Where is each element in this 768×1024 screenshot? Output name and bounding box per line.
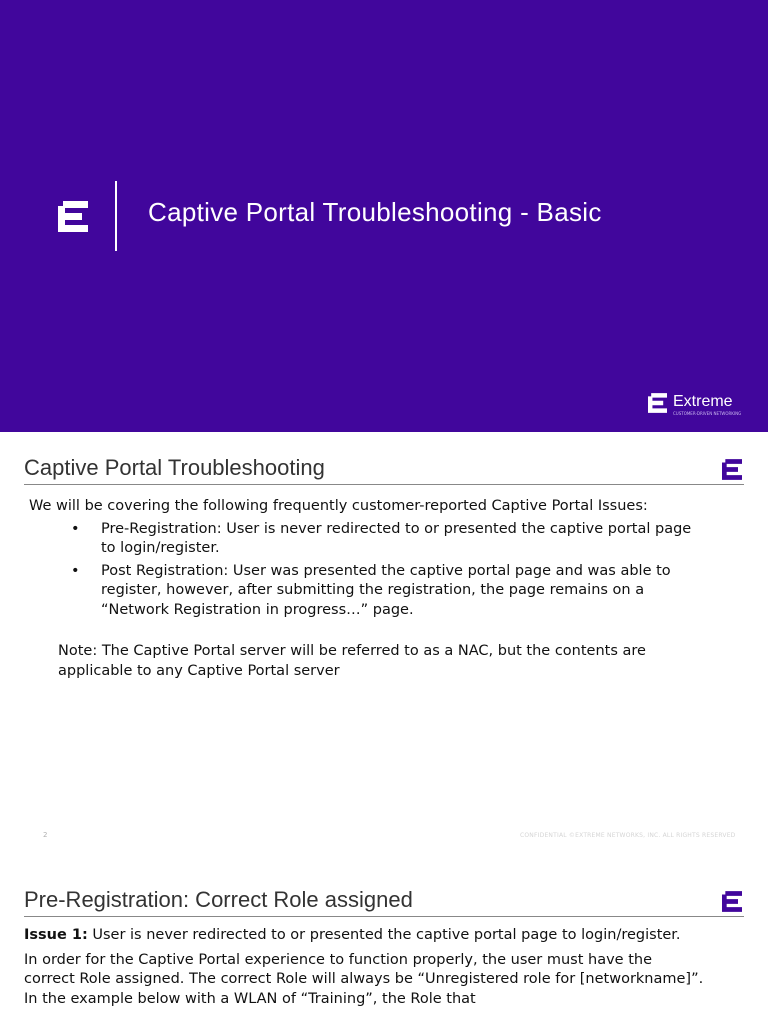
issue-paragraph xyxy=(24,926,704,946)
intro-text: We will be covering the following frequently customer-reported Captive Portal Issues: xyxy=(29,498,648,514)
slide-title: Captive Portal Troubleshooting - Basic xyxy=(148,197,602,227)
slide-heading: Pre-Registration: Correct Role assigned xyxy=(24,887,413,912)
list-item-text: Pre-Registration: User is never redirected to or presented the captive portal page to login/register. xyxy=(101,520,692,556)
footer-text: ©EXTREME NETWORKS, INC. ALL RIGHTS RESERVED xyxy=(568,832,736,839)
pre-registration-slide xyxy=(0,864,768,1024)
bullet: • xyxy=(71,520,80,537)
extreme-logo-icon xyxy=(722,891,742,912)
heading-rule xyxy=(24,484,744,485)
issue-text: User is never redirected to or presented the captive portal page to login/register. xyxy=(87,927,681,943)
list-item xyxy=(71,520,709,559)
slide-body xyxy=(24,926,704,1014)
slide-body xyxy=(29,497,709,681)
role-paragraph: In order for the Captive Portal experience to function properly, the user must have the correct Role assigned. The correct Role will always be “Unregistered role for [networkname]”. In the example below with a WLAN of “Training”, the Role that xyxy=(24,951,704,1007)
page-number: 2 xyxy=(43,831,48,839)
issue-label: Issue 1: xyxy=(24,927,88,943)
list-item xyxy=(71,562,709,621)
note-text: Note: The Captive Portal server will be referred to as a NAC, but the contents are applicable to any Captive Portal server xyxy=(58,643,646,679)
slide-heading: Captive Portal Troubleshooting xyxy=(24,455,325,480)
title-slide xyxy=(0,0,768,432)
heading-rule xyxy=(24,916,744,917)
extreme-logo-icon xyxy=(58,201,88,232)
brand-tagline: CUSTOMER-DRIVEN NETWORKING xyxy=(673,411,742,416)
title-divider xyxy=(115,181,117,251)
list-item-text: Post Registration: User was presented the captive portal page and was able to register, however, after submitting the registration, the page remains on a “Network Registration in progress…” page. xyxy=(101,562,671,618)
extreme-logo-icon xyxy=(648,393,667,413)
footer xyxy=(520,832,736,839)
brand-lockup xyxy=(648,392,742,416)
brand-name: Extreme xyxy=(673,393,733,410)
bullet: • xyxy=(71,562,80,579)
issue-list xyxy=(29,520,709,621)
overview-slide xyxy=(0,432,768,864)
extreme-logo-icon xyxy=(722,459,742,480)
footer-label: CONFIDENTIAL xyxy=(520,832,567,839)
